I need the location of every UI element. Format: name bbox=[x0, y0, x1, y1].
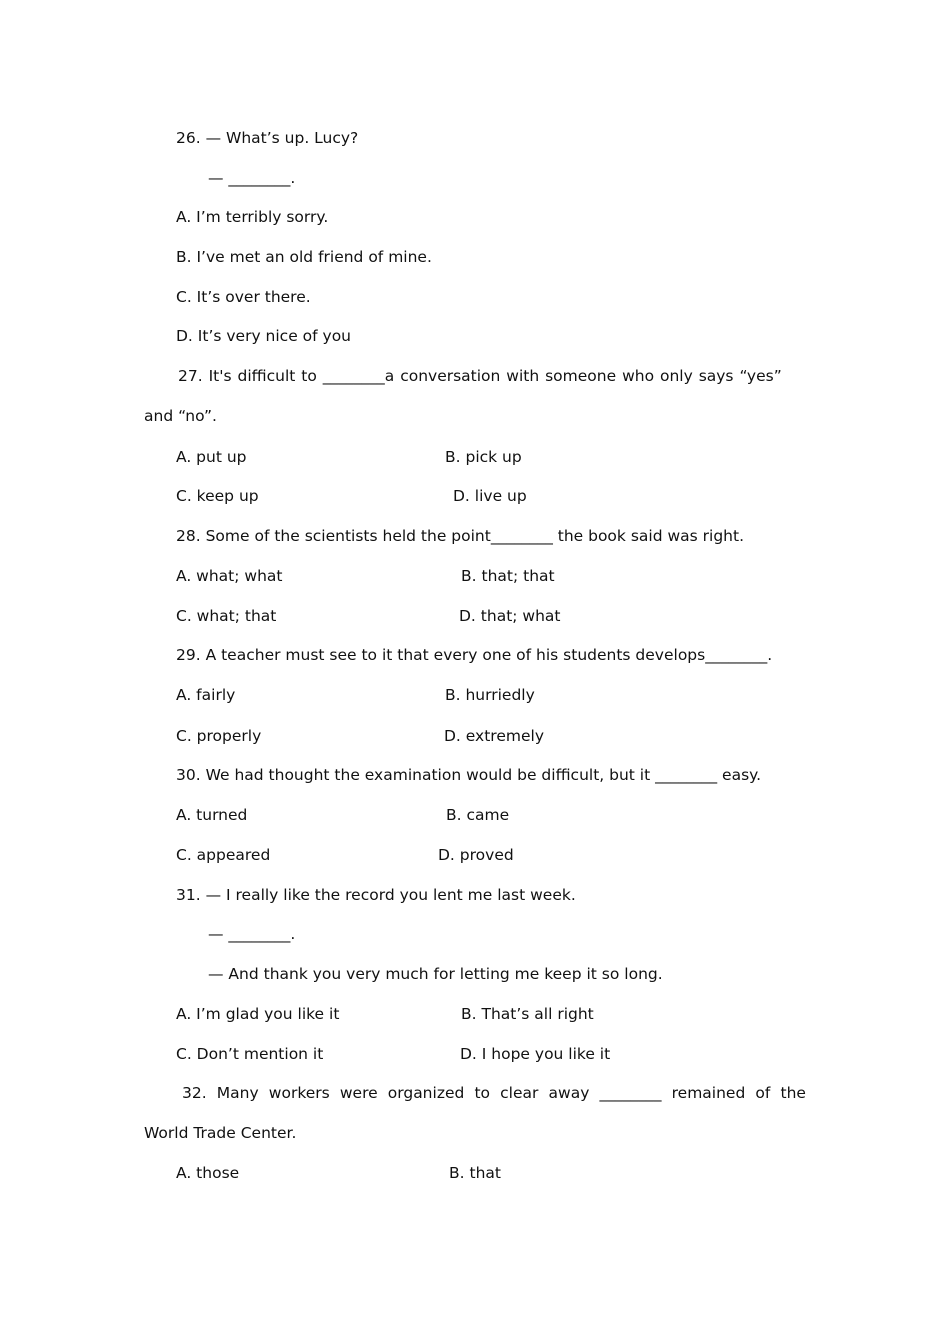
q31-stem: 31. — I really like the record you lent me last week. bbox=[176, 886, 576, 904]
q26-option-d: D. It’s very nice of you bbox=[176, 327, 352, 345]
q31-reply2: — And thank you very much for letting me keep it so long. bbox=[208, 965, 663, 983]
q32-option-a: A. those bbox=[176, 1164, 240, 1182]
q32-stem-line1 bbox=[176, 1083, 806, 1103]
q32-word: to bbox=[474, 1084, 491, 1102]
q31-option-a: A. I’m glad you like it bbox=[176, 1005, 340, 1023]
q29-option-c: C. properly bbox=[176, 727, 262, 745]
q32-option-b: B. that bbox=[449, 1164, 501, 1182]
q27-stem-line2: and “no”. bbox=[144, 407, 217, 425]
q28-option-b: B. that; that bbox=[461, 567, 555, 585]
q27-option-d: D. live up bbox=[453, 487, 527, 505]
q26-option-c: C. It’s over there. bbox=[176, 288, 311, 306]
q30-option-c: C. appeared bbox=[176, 846, 271, 864]
q27-stem-line1: 27. It's difficult to ________a conversation with someone who only says “yes” bbox=[178, 367, 782, 385]
q29-option-d: D. extremely bbox=[444, 727, 544, 745]
q30-option-b: B. came bbox=[446, 806, 510, 824]
q32-word: clear bbox=[500, 1084, 539, 1102]
q32-word: remained bbox=[671, 1084, 746, 1102]
q31-option-c: C. Don’t mention it bbox=[176, 1045, 324, 1063]
q28-option-a: A. what; what bbox=[176, 567, 283, 585]
q32-word: were bbox=[339, 1084, 378, 1102]
q31-reply1: — ________. bbox=[208, 925, 296, 943]
q27-option-c: C. keep up bbox=[176, 487, 259, 505]
q32-word: of bbox=[755, 1084, 771, 1102]
q31-option-d: D. I hope you like it bbox=[460, 1045, 611, 1063]
q26-option-b: B. I’ve met an old friend of mine. bbox=[176, 248, 432, 266]
q32-word: the bbox=[780, 1084, 806, 1102]
q32-word: organized bbox=[387, 1084, 465, 1102]
q30-stem: 30. We had thought the examination would be difficult, but it ________ easy. bbox=[176, 766, 762, 784]
q32-word: Many bbox=[216, 1084, 259, 1102]
q30-option-a: A. turned bbox=[176, 806, 248, 824]
q28-option-d: D. that; what bbox=[459, 607, 561, 625]
q26-option-a: A. I’m terribly sorry. bbox=[176, 208, 329, 226]
q32-stem-line2: World Trade Center. bbox=[144, 1124, 297, 1142]
q26-stem: 26. — What’s up. Lucy? bbox=[176, 129, 359, 147]
q32-blank: ________ bbox=[599, 1084, 662, 1102]
q32-word: 32. bbox=[182, 1084, 207, 1102]
q29-option-a: A. fairly bbox=[176, 686, 236, 704]
q31-option-b: B. That’s all right bbox=[461, 1005, 594, 1023]
q27-option-a: A. put up bbox=[176, 448, 247, 466]
q32-word: away bbox=[548, 1084, 590, 1102]
q32-word: workers bbox=[268, 1084, 330, 1102]
q27-option-b: B. pick up bbox=[445, 448, 522, 466]
q26-reply: — ________. bbox=[208, 169, 296, 187]
q30-option-d: D. proved bbox=[438, 846, 514, 864]
q28-option-c: C. what; that bbox=[176, 607, 277, 625]
q29-option-b: B. hurriedly bbox=[445, 686, 535, 704]
q29-stem: 29. A teacher must see to it that every one of his students develops________. bbox=[176, 646, 773, 664]
q28-stem: 28. Some of the scientists held the point________ the book said was right. bbox=[176, 527, 744, 545]
